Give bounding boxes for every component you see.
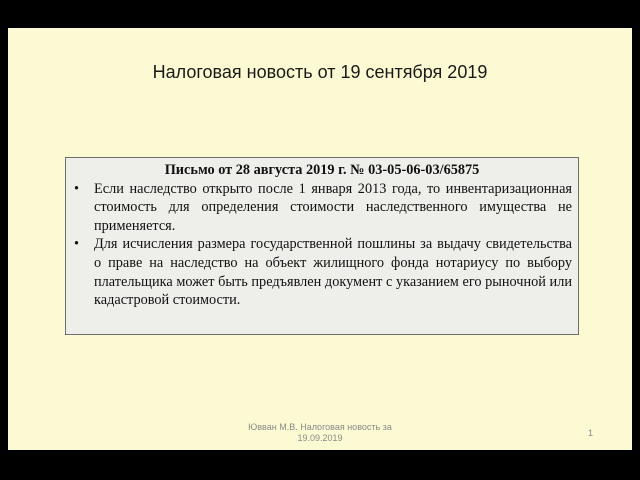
letter-heading: Письмо от 28 августа 2019 г. № 03-05-06-03/65875 [164, 162, 480, 178]
slide-title: Налоговая новость от 19 сентября 2019 [152, 62, 488, 82]
bullet-marker: • [74, 180, 80, 197]
footer-date: 19.09.2019 [297, 433, 343, 443]
bullet-item [72, 235, 572, 309]
letter-box [65, 157, 579, 335]
bullet-item [72, 180, 572, 236]
page-number: 1 [588, 428, 594, 438]
slide-footer [8, 422, 632, 444]
bullet-marker: • [74, 236, 80, 253]
bullet-text: Для исчисления размера государственной пошлины за выдачу свидетельства о праве на наследство на объект жилищного фонда нотариусу по выбору плательщика может быть предъявлен документ с указанием его рыночной или кадастровой стоимости. [94, 236, 572, 309]
footer-author: Ювван М.В. Налоговая новость за [248, 422, 392, 432]
bullet-text: Если наследство открыто после 1 января 2013 года, то инвентаризационная стоимость для определения стоимости наследственного имущества не применяется. [94, 180, 572, 234]
slide [8, 28, 632, 450]
